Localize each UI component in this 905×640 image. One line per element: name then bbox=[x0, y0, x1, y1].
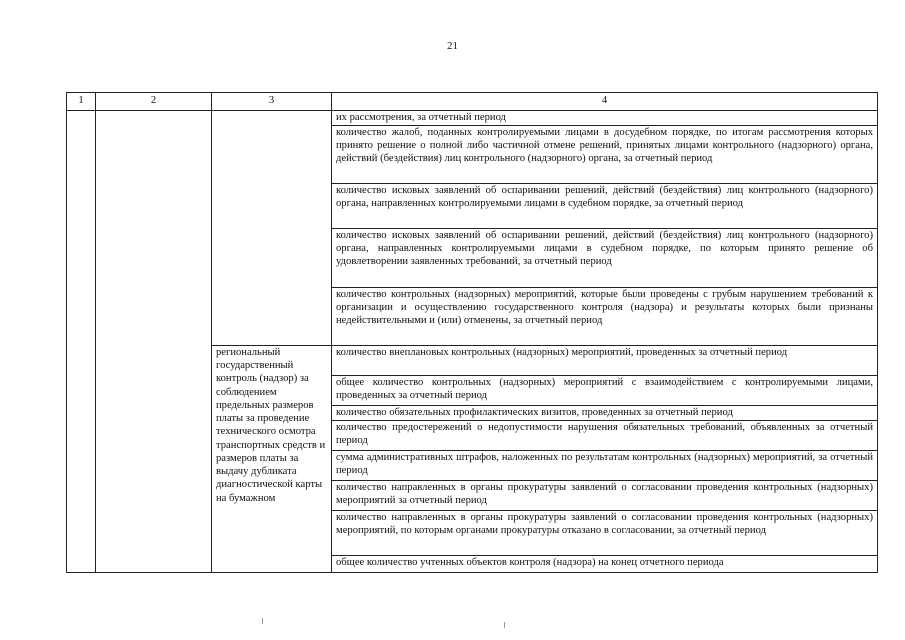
table-row bbox=[67, 111, 878, 126]
indicator-cell: количество исковых заявлений об оспаривании решений, действий (бездействия) лиц контрольного (надзорного) органа, направленных контролируемыми лицами в судебном порядке, за отчетный период bbox=[332, 184, 878, 229]
column-3-cell-empty bbox=[212, 111, 332, 346]
indicator-cell: общее количество контрольных (надзорных) мероприятий с взаимодействием с контролируемыми лицами, проведенных за отчетный период bbox=[332, 376, 878, 406]
indicator-cell: количество внеплановых контрольных (надзорных) мероприятий, проведенных за отчетный период bbox=[332, 346, 878, 376]
column-2-cell bbox=[96, 111, 212, 573]
control-type-cell: региональный государственный контроль (надзор) за соблюдением предельных размеров платы за проведение технического осмотра транспортных средств и размеров платы за выдачу дубликата диагностической карты на бумажном bbox=[212, 346, 332, 573]
indicator-cell: количество направленных в органы прокуратуры заявлений о согласовании проведения контрольных (надзорных) мероприятий за отчетный период bbox=[332, 481, 878, 511]
indicator-table bbox=[66, 92, 878, 573]
indicator-cell: количество жалоб, поданных контролируемыми лицами в досудебном порядке, по итогам рассмотрения которых принято решение о полной либо частичной отмене решений, принятых лицами контрольного (надзорного) органа, действий (бездействия) лиц контрольного (надзорного) органа, за отчетный период bbox=[332, 126, 878, 184]
indicator-cell: количество контрольных (надзорных) мероприятий, которые были проведены с грубым нарушением требований к организации и осуществлению государственного контроля (надзора) и результаты которых были признаны недействительными и (или) отменены, за отчетный период bbox=[332, 288, 878, 346]
indicator-cell: количество обязательных профилактических визитов, проведенных за отчетный период bbox=[332, 406, 878, 421]
indicator-cell: общее количество учтенных объектов контроля (надзора) на конец отчетного периода bbox=[332, 556, 878, 573]
indicator-cell: количество предостережений о недопустимости нарушения обязательных требований, объявленных за отчетный период bbox=[332, 421, 878, 451]
indicator-cell: количество направленных в органы прокуратуры заявлений о согласовании проведения контрольных (надзорных) мероприятий, по которым органами прокуратуры отказано в согласовании, за отчетный период bbox=[332, 511, 878, 556]
indicator-cell: их рассмотрения, за отчетный период bbox=[332, 111, 878, 126]
header-row bbox=[67, 93, 878, 111]
indicator-cell: сумма административных штрафов, наложенных по результатам контрольных (надзорных) мероприятий, за отчетный период bbox=[332, 451, 878, 481]
header-cell-3: 3 bbox=[212, 93, 332, 111]
indicator-cell: количество исковых заявлений об оспаривании решений, действий (бездействия) лиц контрольного (надзорного) органа, направленных контролируемыми лицами в судебном порядке, по которым принято решение об удовлетворении заявленных требований, за отчетный период bbox=[332, 229, 878, 288]
header-cell-1: 1 bbox=[67, 93, 96, 111]
page-number: 21 bbox=[447, 40, 458, 52]
scan-mark bbox=[262, 618, 263, 624]
header-cell-4: 4 bbox=[332, 93, 878, 111]
column-1-cell bbox=[67, 111, 96, 573]
scan-mark bbox=[504, 622, 505, 628]
header-cell-2: 2 bbox=[96, 93, 212, 111]
